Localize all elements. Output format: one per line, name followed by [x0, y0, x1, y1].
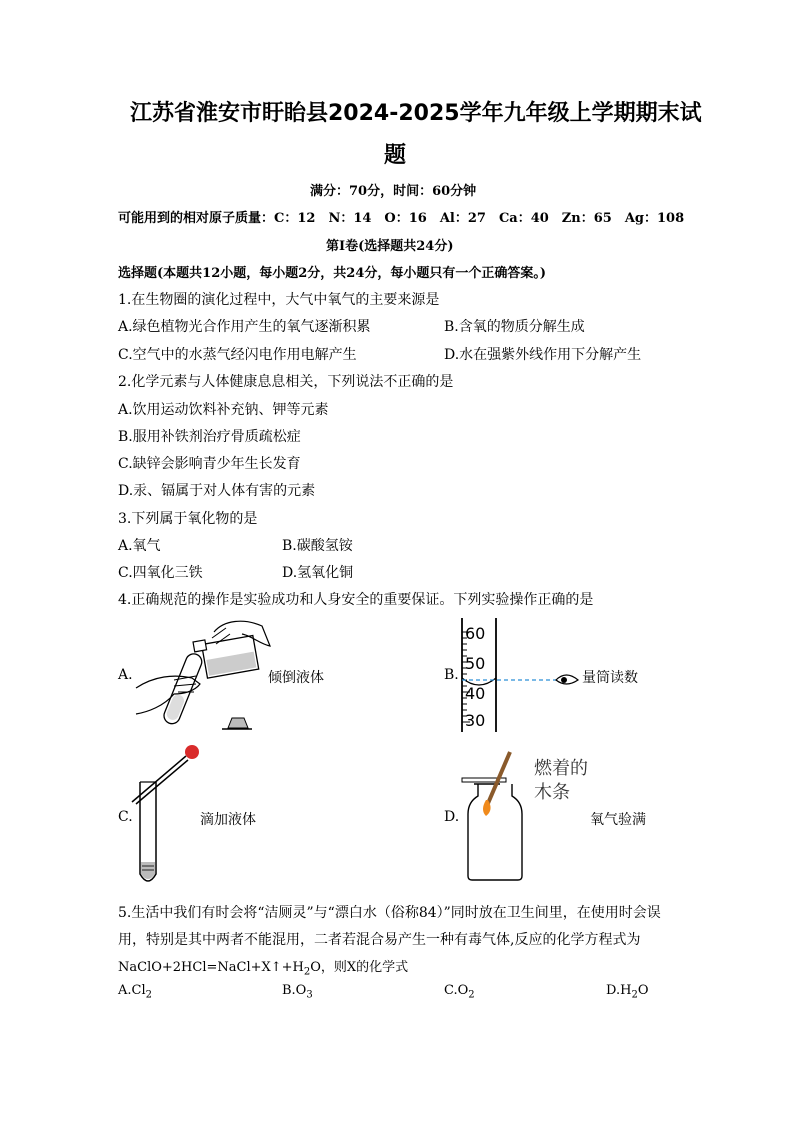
q4-option-b-letter[interactable]: B. — [444, 667, 459, 683]
section-instruction: 选择题(本题共12小题，每小题2分，共24分，每小题只有一个正确答案。) — [118, 266, 547, 281]
q4-option-d-letter[interactable]: D. — [444, 809, 460, 825]
q4-option-b-caption: 量筒读数 — [582, 670, 638, 686]
oxygen-test-figure — [460, 748, 540, 884]
tick-label-60: 60 — [465, 624, 486, 643]
q5-option-c[interactable] — [444, 983, 475, 1001]
q4-option-d-caption: 氧气验满 — [590, 812, 646, 828]
q1-stem: 1.在生物圈的演化过程中，大气中氧气的主要来源是 — [118, 292, 440, 308]
q5-stem-line1: 5.生活中我们有时会将“洁厕灵”与“漂白水（俗称84）”同时放在卫生间里，在使用时会误 — [118, 905, 661, 921]
q2-option-b[interactable]: B.服用补铁剂治疗骨质疏松症 — [118, 429, 301, 445]
q5-option-d-text: D.H — [606, 983, 632, 998]
equation-pre: NaClO+2HCl=NaCl+X↑+H — [118, 960, 304, 975]
q1-option-d[interactable]: D.水在强紫外线作用下分解产生 — [444, 347, 642, 363]
q3-option-c[interactable]: C.四氧化三铁 — [118, 565, 203, 581]
q2-option-a[interactable]: A.饮用运动饮料补充钠、钾等元素 — [118, 402, 329, 418]
q5-option-b-text: B.O — [282, 983, 307, 998]
q3-option-b[interactable]: B.碳酸氢铵 — [282, 538, 353, 554]
q1-option-b[interactable]: B.含氧的物质分解生成 — [444, 319, 585, 335]
q1-option-a[interactable]: A.绿色植物光合作用产生的氧气逐渐积累 — [118, 319, 371, 335]
q5-equation — [118, 956, 408, 978]
atomic-mass-info: 可能用到的相对原子质量：C：12 N：14 O：16 Al：27 Ca：40 Zn：65 Ag：108 — [118, 211, 685, 226]
page-title-line2: 题 — [384, 143, 407, 168]
q5-option-c-text: C.O — [444, 983, 469, 998]
q1-option-c[interactable]: C.空气中的水蒸气经闪电作用电解产生 — [118, 347, 357, 363]
dropping-liquid-figure — [130, 742, 210, 892]
equation-sub: 2 — [303, 966, 311, 978]
q5-option-b-sub: 3 — [306, 989, 313, 1001]
q4-option-c-caption: 滴加液体 — [200, 812, 256, 828]
q3-stem: 3.下列属于氧化物的是 — [118, 511, 258, 527]
burning-stick-label-2: 木条 — [534, 782, 570, 803]
q4-option-a-caption: 倾倒液体 — [268, 670, 324, 686]
q5-stem-line2: 用，特别是其中两者不能混用，二者若混合易产生一种有毒气体,反应的化学方程式为 — [118, 932, 641, 948]
q5-option-d-sub: 2 — [631, 989, 638, 1001]
q5-option-b[interactable] — [282, 983, 313, 1001]
q3-option-d[interactable]: D.氢氧化铜 — [282, 565, 354, 581]
q2-stem: 2.化学元素与人体健康息息相关，下列说法不正确的是 — [118, 374, 454, 390]
q5-option-a-sub: 2 — [145, 989, 152, 1001]
page-title-line1: 江苏省淮安市盱眙县2024-2025学年九年级上学期期末试 — [130, 101, 702, 126]
tick-label-30: 30 — [465, 711, 486, 730]
q3-option-a[interactable]: A.氧气 — [118, 538, 161, 554]
pouring-liquid-figure — [134, 616, 274, 736]
q5-option-a-text: A.Cl — [118, 983, 146, 998]
equation-post: O，则X的化学式 — [310, 960, 409, 975]
score-time-info: 满分：70分，时间：60分钟 — [310, 184, 477, 199]
q5-option-d-tail: O — [637, 983, 649, 998]
q5-option-d[interactable] — [606, 983, 648, 1001]
q2-option-c[interactable]: C.缺锌会影响青少年生长发育 — [118, 456, 301, 472]
q4-option-c-letter[interactable]: C. — [118, 809, 133, 825]
q4-option-a-letter[interactable]: A. — [118, 667, 133, 683]
q2-option-d[interactable]: D.汞、镉属于对人体有害的元素 — [118, 483, 316, 499]
q5-option-a[interactable] — [118, 983, 152, 1001]
burning-stick-label-1: 燃着的 — [534, 758, 588, 779]
q4-stem: 4.正确规范的操作是实验成功和人身安全的重要保证。下列实验操作正确的是 — [118, 592, 594, 608]
section-heading: 第Ⅰ卷(选择题共24分) — [326, 239, 454, 254]
q5-option-c-sub: 2 — [468, 989, 475, 1001]
tick-label-40: 40 — [465, 684, 486, 703]
tick-label-50: 50 — [465, 654, 486, 673]
